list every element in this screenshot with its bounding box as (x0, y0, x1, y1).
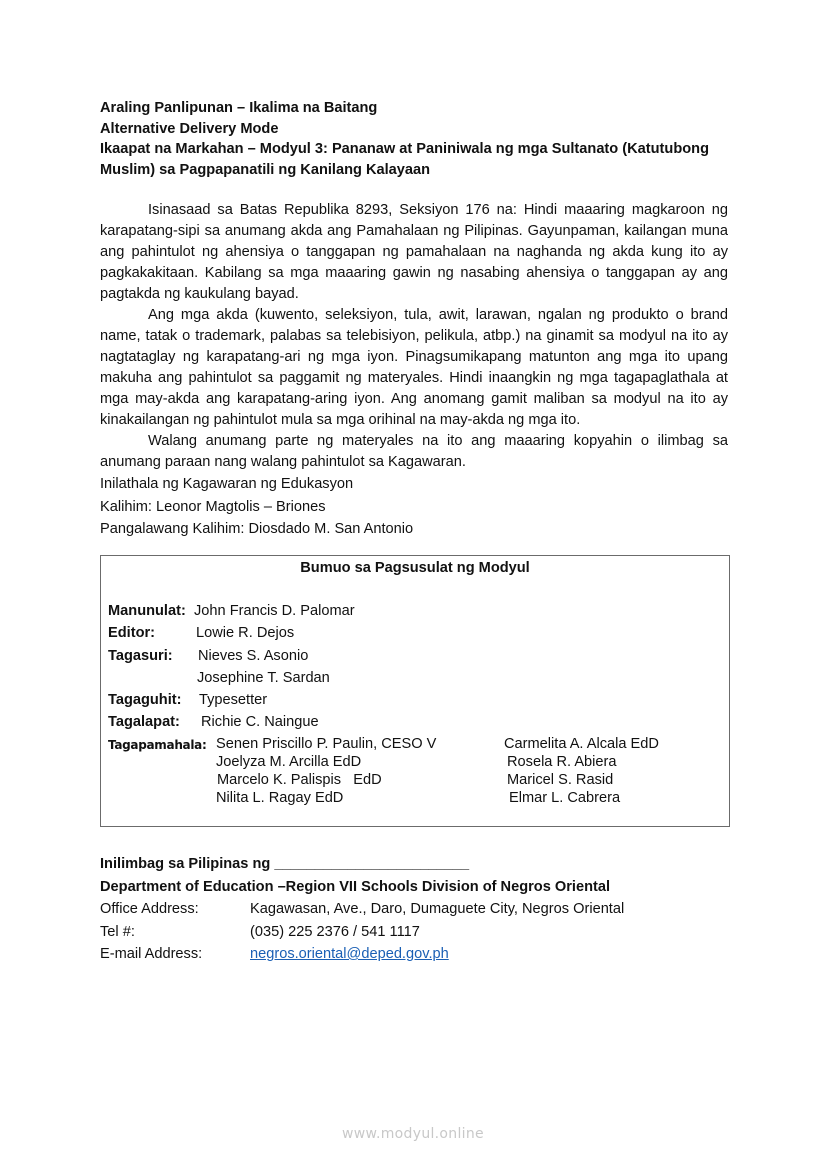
secretary-line: Kalihim: Leonor Magtolis – Briones (100, 498, 326, 515)
undersecretary-line: Pangalawang Kalihim: Diosdado M. San Antonio (100, 521, 414, 537)
telephone-value: (035) 225 2376 / 541 1117 (250, 923, 420, 940)
publisher-line: Inilathala ng Kagawaran ng Edukasyon (100, 476, 354, 492)
telephone-row (100, 921, 740, 944)
email-label: E-mail Address: (100, 946, 203, 962)
layout-artist-name: Richie C. Naingue (201, 714, 319, 730)
copyright-notice (100, 200, 728, 541)
management-name: Nilita L. Ragay EdD (216, 790, 344, 806)
office-address-row (100, 898, 740, 921)
subject-grade-title: Araling Panlipunan – Ikalima na Baitang (100, 100, 378, 116)
reviewer-row (108, 648, 309, 664)
writer-row (108, 603, 355, 619)
management-row (108, 737, 206, 753)
editor-name: Lowie R. Dejos (196, 625, 295, 641)
telephone-label: Tel #: (100, 923, 135, 940)
illustrator-row (108, 692, 268, 708)
department-line: Department of Education –Region VII Schools Division of Negros Oriental (100, 878, 611, 895)
copyright-paragraph: Walang anumang parte ng materyales na ito ang maaaring kopyahin o ilimbag sa anumang paraan nang walang pahintulot sa Kagawaran. (100, 433, 728, 470)
delivery-mode: Alternative Delivery Mode (100, 120, 279, 137)
editor-label: Editor: (108, 625, 156, 641)
module-title-line-2: Muslim) sa Pagpapanatili ng Kanilang Kalayaan (100, 161, 431, 178)
management-name: Joelyza M. Arcilla EdD (216, 754, 362, 770)
writer-name: John Francis D. Palomar (194, 603, 355, 619)
management-name: Marcelo K. Palispis EdD (217, 772, 382, 788)
copyright-paragraph: Ang mga akda (kuwento, seleksiyon, tula, awit, larawan, ngalan ng produkto o brand name, tatak o trademark, palabas sa telebisiyon, pelikula, atbp.) na ginamit sa modyul na ito ay nagtataglay ng karapatang-ari ng mga iyon. Pinagsumikapang matunton ang mga ito upang makuha ang pahintulot sa paggamit ng materyales. Hindi inaangkin ng mga tagapaglathala at mga may-akda ang karapatang-aring iyon. Ang anomang gamit maliban sa modyul na ito ay kinakailangan ng pahintulot mula sa mga orihinal na may-akda ng mga ito. (100, 307, 728, 428)
document-page (100, 98, 728, 541)
illustrator-name: Typesetter (199, 692, 268, 708)
illustrator-label: Tagaguhit: (108, 692, 182, 708)
watermark: www.modyul.online (342, 1126, 484, 1142)
module-title-line-1: Ikaapat na Markahan – Modyul 3: Pananaw at Paniniwala ng mga Sultanato (Katutubong (100, 141, 709, 157)
document-header (100, 98, 728, 180)
layout-artist-label: Tagalapat: (108, 714, 180, 730)
management-name: Senen Priscillo P. Paulin, CESO V (216, 736, 437, 752)
office-address-label: Office Address: (100, 901, 199, 917)
reviewer-label: Tagasuri: (108, 648, 173, 664)
management-name: Carmelita A. Alcala EdD (504, 736, 659, 752)
management-name: Elmar L. Cabrera (509, 790, 621, 806)
credits-title: Bumuo sa Pagsusulat ng Modyul (300, 560, 530, 576)
module-credits-box (100, 555, 730, 827)
email-row (100, 943, 740, 966)
layout-artist-row (108, 714, 319, 730)
editor-row (108, 625, 295, 641)
writer-label: Manunulat: (108, 603, 186, 619)
management-name: Rosela R. Abiera (507, 754, 617, 770)
reviewer-name: Josephine T. Sardan (197, 670, 330, 686)
management-label: Tagapamahala: (108, 738, 207, 752)
office-address-value: Kagawasan, Ave., Daro, Dumaguete City, Negros Oriental (250, 901, 625, 917)
management-name: Maricel S. Rasid (507, 772, 614, 788)
printed-in-line: Inilimbag sa Pilipinas ng ________________________ (100, 856, 470, 872)
email-link[interactable]: negros.oriental@deped.gov.ph (250, 946, 449, 962)
publication-info (100, 853, 740, 966)
reviewer-name: Nieves S. Asonio (198, 648, 309, 664)
copyright-paragraph: Isinasaad sa Batas Republika 8293, Seksiyon 176 na: Hindi maaaring magkaroon ng karapatang-sipi sa anumang akda ang Pamahalaan ng Pilipinas. Gayunpaman, kailangan muna ang pahintulot ng ahensiya o tanggapan ng pamahalaan na naghanda ng akda kung ito ay pagkakakitaan. Kabilang sa mga maaaring gawin ng nasabing ahensiya o tanggapan ay ang pagtakda ng kaukulang bayad. (100, 202, 728, 302)
